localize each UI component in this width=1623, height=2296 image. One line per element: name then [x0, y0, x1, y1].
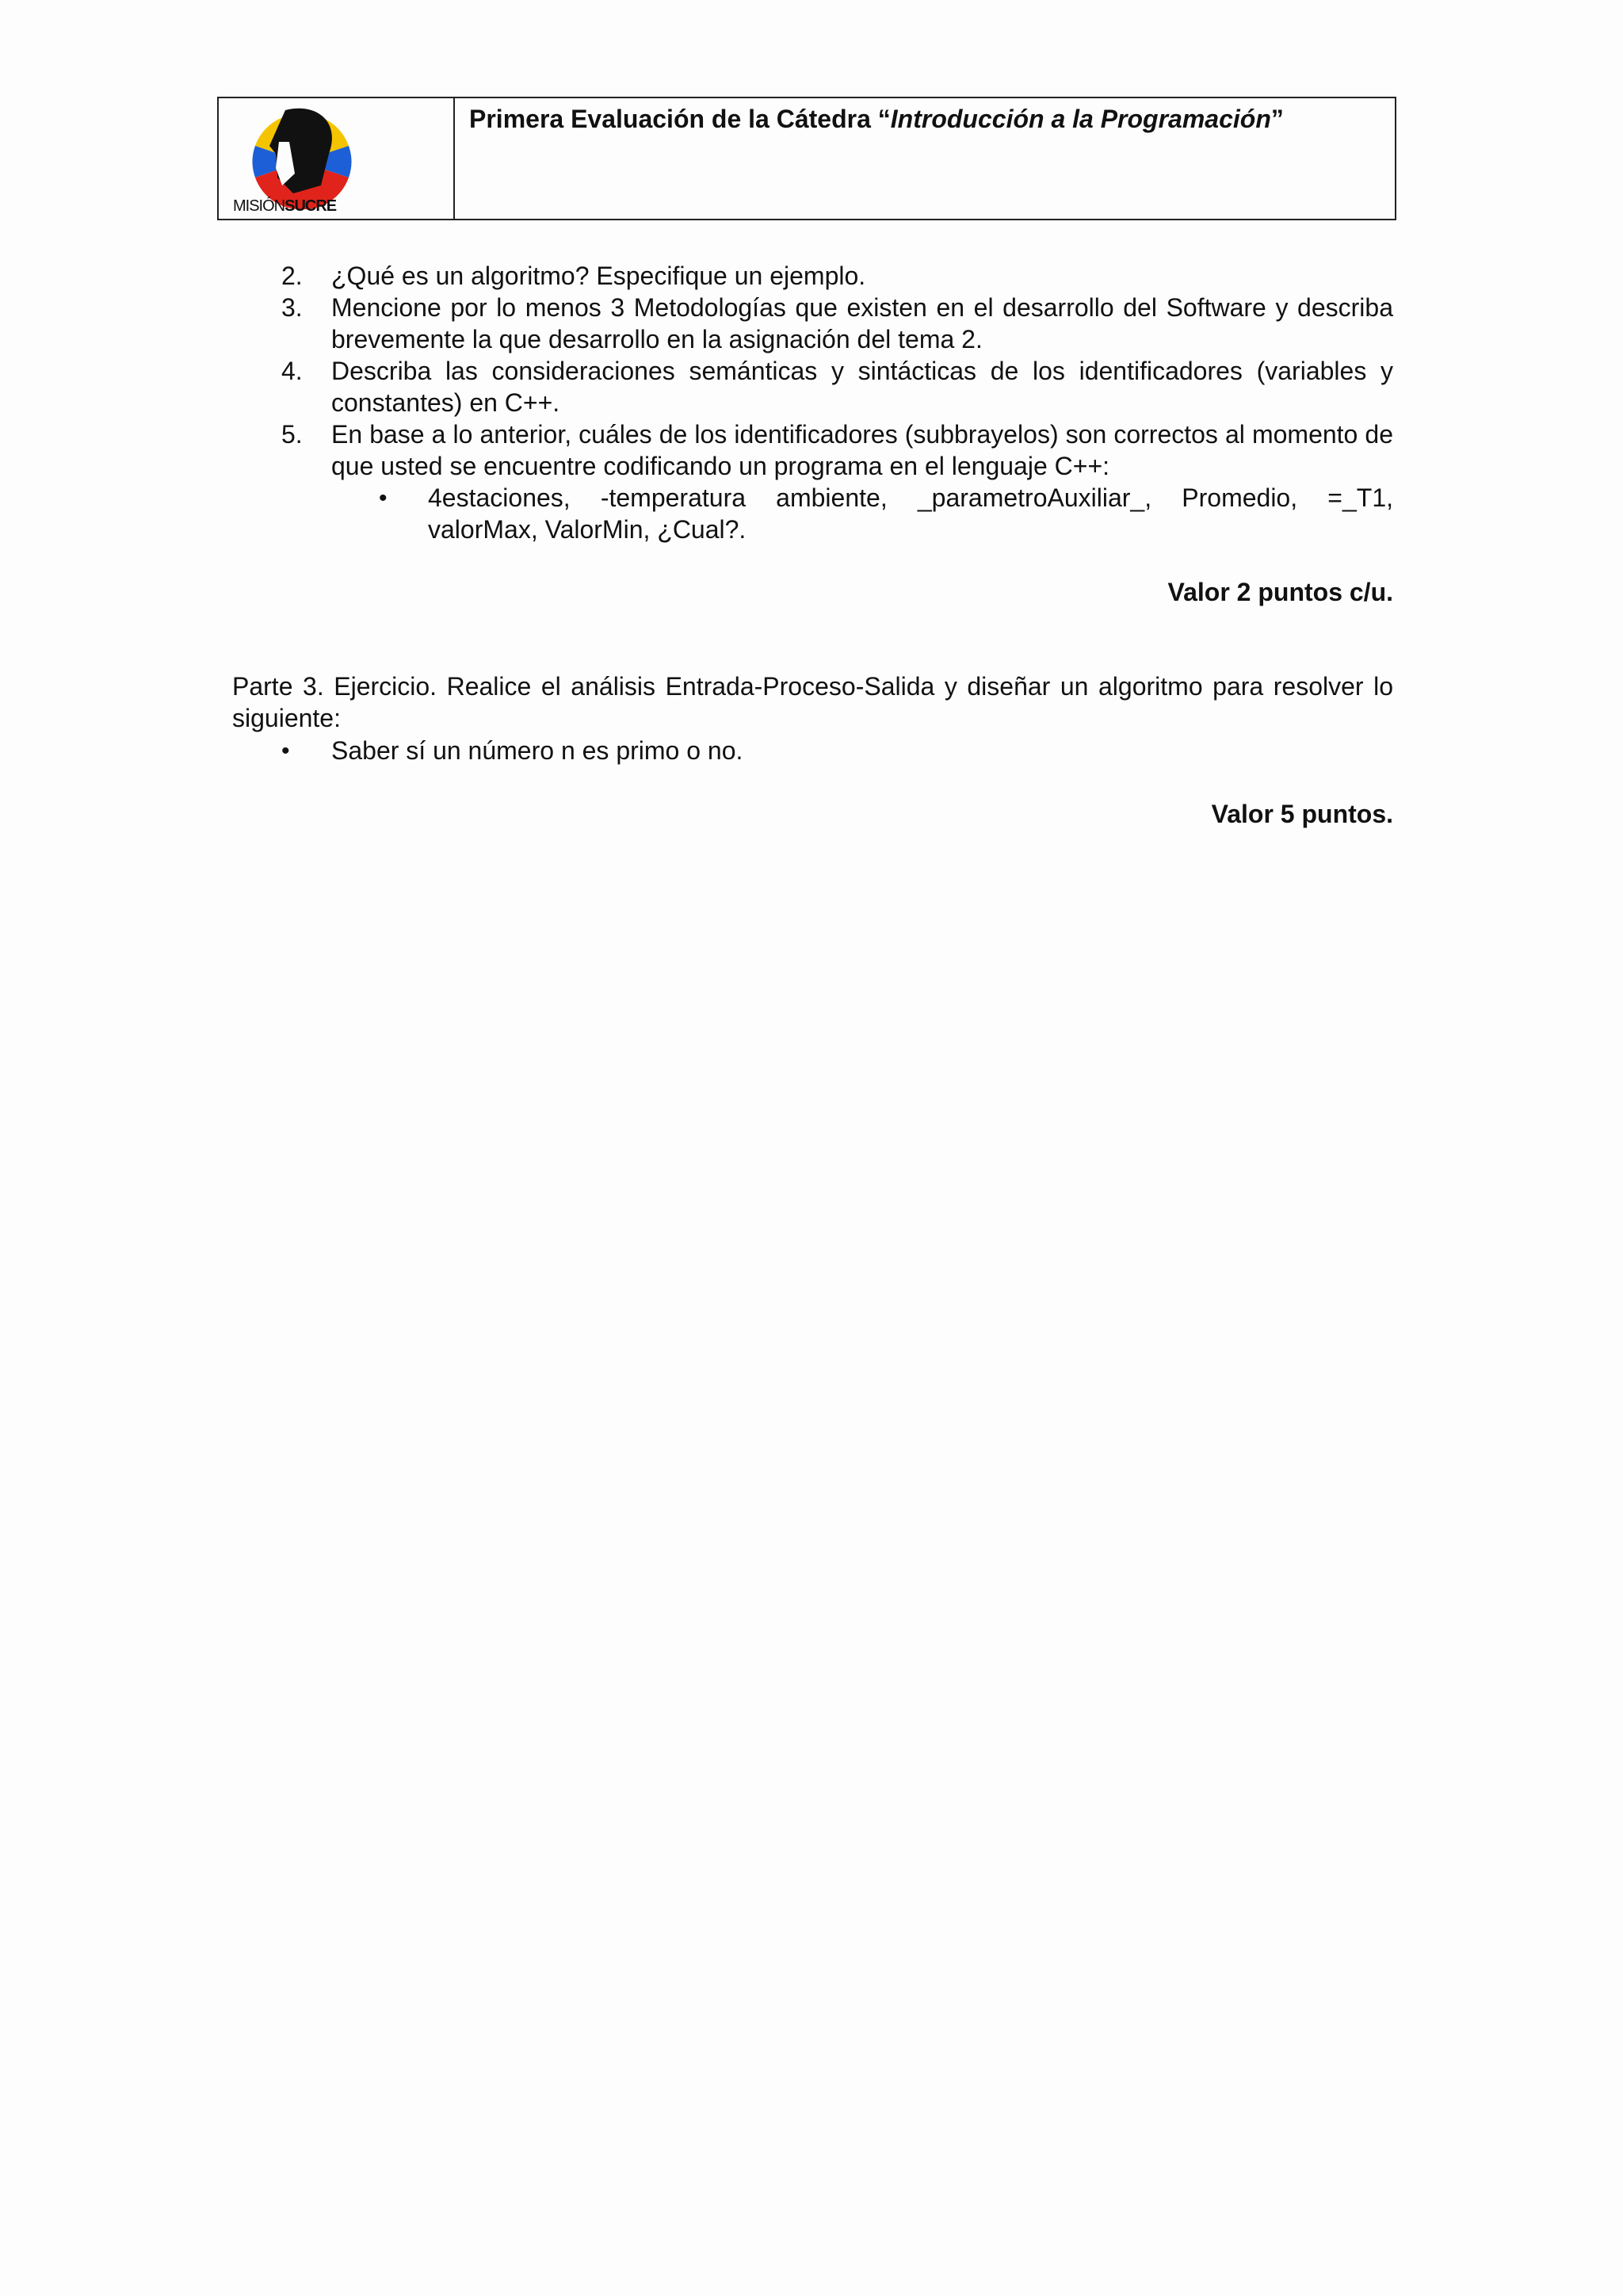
mision-sucre-logo	[219, 98, 455, 219]
question-3: Mencione por lo menos 3 Metodologías que existen en el desarrollo del Software y describa brevemente la que desarrollo en la asignación del tema 2.	[331, 293, 1393, 353]
logo-text-sucre: SUCRE	[285, 197, 337, 215]
question-4: Describa las consideraciones semánticas y sintácticas de los identificadores (variables y constantes) en C++.	[331, 357, 1393, 417]
question-2: ¿Qué es un algoritmo? Especifique un ejemplo.	[331, 262, 866, 290]
exam-title: Primera Evaluación de la Cátedra “Introducción a la Programación”	[469, 105, 1284, 133]
logo-text-mision: MISIÓN	[233, 197, 285, 215]
question-number: 3.	[281, 293, 303, 322]
question-number: 5.	[281, 420, 303, 449]
question-number: 4.	[281, 357, 303, 385]
question-number: 2.	[281, 262, 303, 290]
bullet-icon: •	[379, 485, 388, 511]
bullet-icon: •	[281, 738, 290, 764]
header-table	[217, 97, 1396, 220]
value-2-points: Valor 2 puntos c/u.	[1167, 578, 1393, 606]
identifier-list: 4estaciones, -temperatura ambiente, _parametroAuxiliar_, Promedio, =_T1, valorMax, ValorMin, ¿Cual?.	[428, 483, 1393, 544]
value-5-points: Valor 5 puntos.	[1211, 800, 1393, 828]
part-3-text: Parte 3. Ejercicio. Realice el análisis Entrada-Proceso-Salida y diseñar un algoritmo para resolver lo siguiente:	[232, 672, 1393, 732]
part-3-item: Saber sí un número n es primo o no.	[331, 736, 743, 765]
question-5: En base a lo anterior, cuáles de los identificadores (subbrayelos) son correctos al momento de que usted se encuentre codificando un programa en el lenguaje C++:	[331, 420, 1393, 480]
